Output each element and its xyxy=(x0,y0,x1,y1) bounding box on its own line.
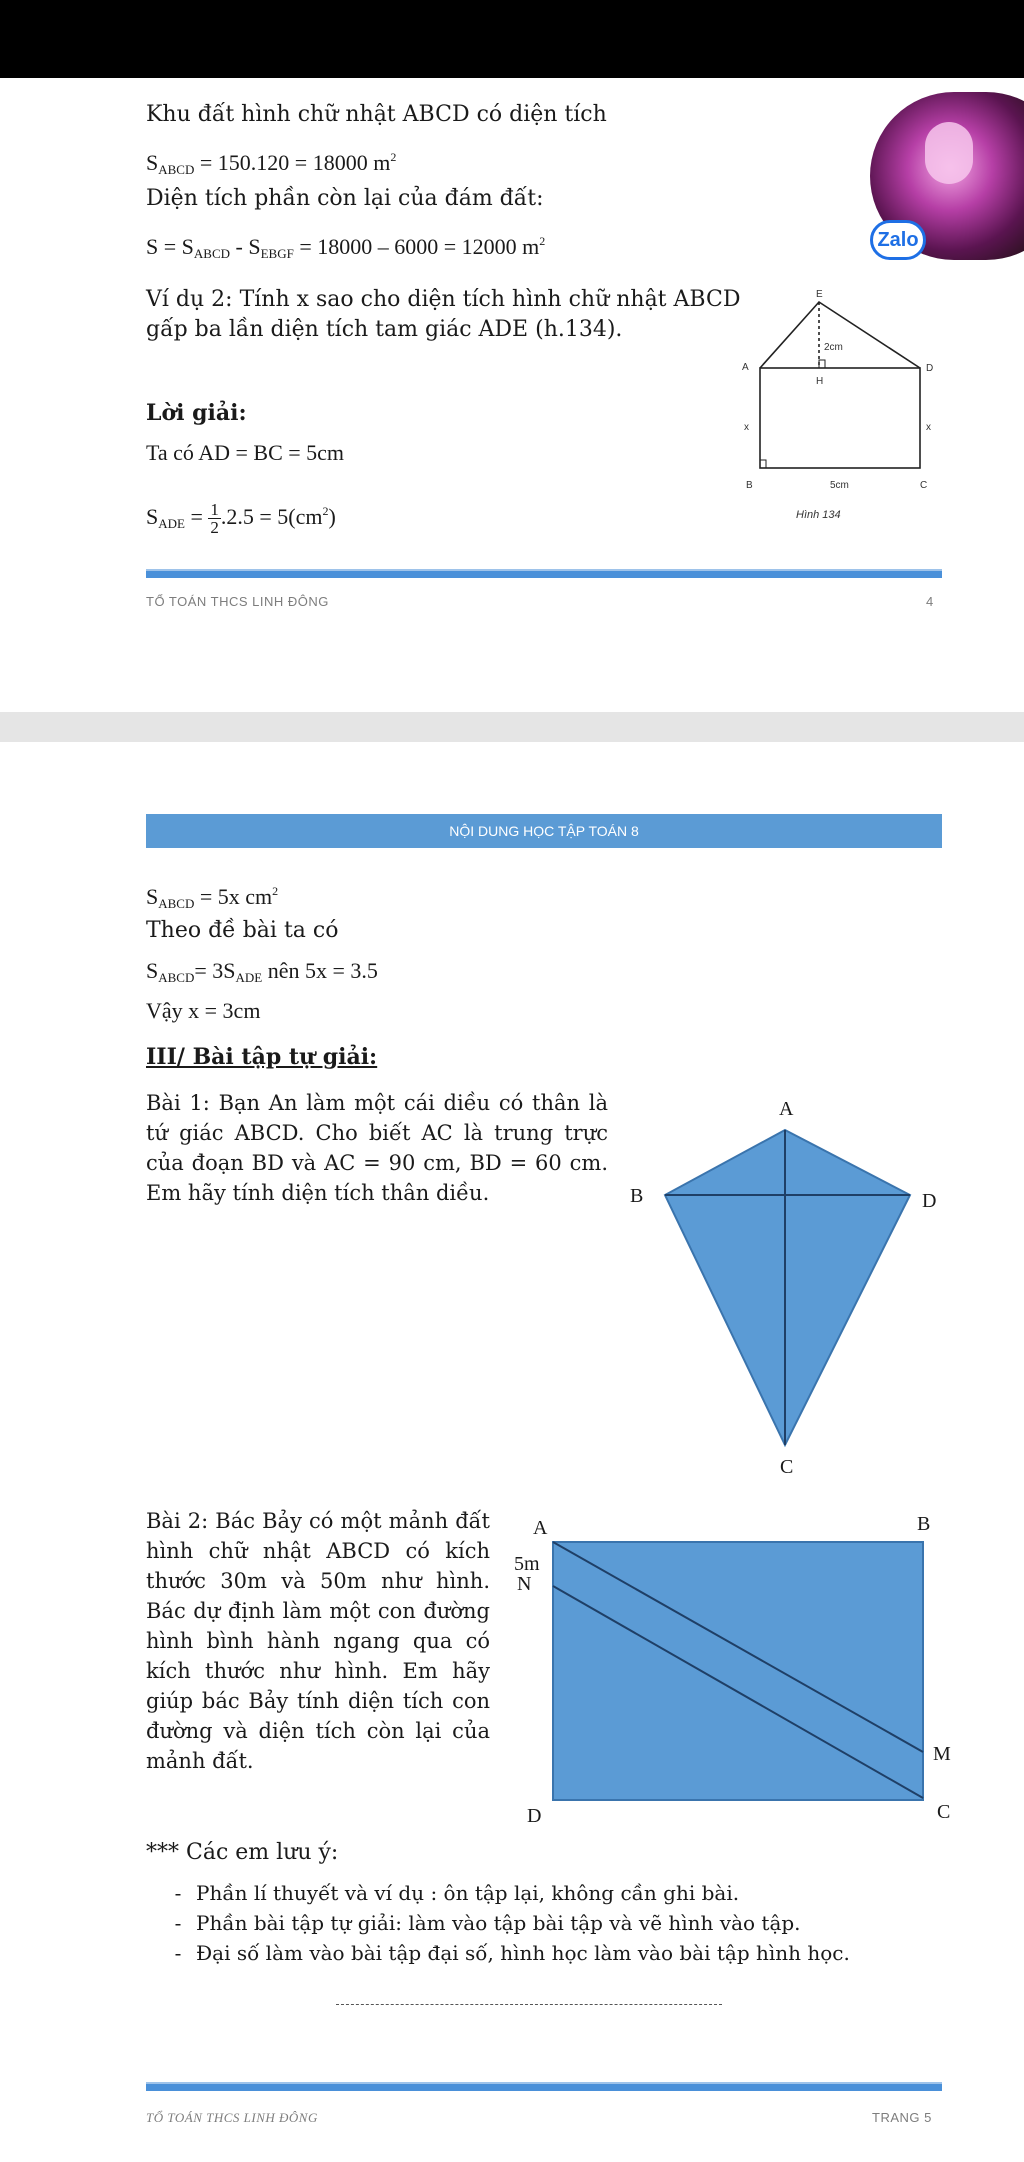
zalo-floating-widget[interactable] xyxy=(870,92,1024,260)
p2-line-vay: Vậy x = 3cm xyxy=(146,998,261,1023)
label-x-right: x xyxy=(926,422,931,433)
p2-line-sabcd: $S_{ABCD} = 5x$ $cm^2$ xyxy=(146,884,279,911)
right-angle-h xyxy=(819,360,825,368)
p1-solution-heading: Lời giải: xyxy=(146,400,247,426)
note-item: - Phần bài tập tự giải: làm vào tập bài tập và vẽ hình vào tập. xyxy=(160,1908,850,1938)
frac-num: 1 xyxy=(210,500,219,520)
sub-ebgf: EBGF xyxy=(260,246,294,261)
figure-134 xyxy=(730,288,960,528)
rect-label-m: M xyxy=(933,1743,951,1765)
kite-shape xyxy=(665,1130,910,1445)
frac-den: 2 xyxy=(210,518,219,538)
expr-s: S = S xyxy=(146,234,194,259)
p1-line-remaining: Diện tích phần còn lại của đám đất: xyxy=(146,186,544,211)
p1-line-remaining-calc xyxy=(146,226,545,269)
triangle-ade xyxy=(760,302,920,368)
sade-rest: .2.5 = 5(cm xyxy=(220,504,323,529)
rect-label-c: C xyxy=(937,1801,951,1823)
label-e: E xyxy=(816,289,823,300)
kite-label-d: D xyxy=(922,1190,937,1212)
p2-line-equation: $S_{ABCD}= 3S_{ADE}$ nên 5x = 3.5 xyxy=(146,958,378,985)
kite-label-b: B xyxy=(630,1185,644,1207)
sup-2: 2 xyxy=(390,150,397,164)
p2-footer-bar xyxy=(146,2082,942,2091)
sup-2d: 2 xyxy=(272,884,279,898)
p2-footer-left: TỔ TOÁN THCS LINH ĐÔNG xyxy=(146,2110,318,2125)
label-5cm: 5cm xyxy=(830,480,849,491)
kite-label-c: C xyxy=(780,1456,794,1478)
p2-dashed-separator xyxy=(336,2004,722,2005)
expr-minus: - S xyxy=(230,234,261,259)
p1-line-area-abcd: $S_{ABCD} = 150.120 = 18000$ $m^2$ xyxy=(146,150,397,177)
p1-footer-bar xyxy=(146,569,942,578)
label-a: A xyxy=(742,362,749,373)
sub-abcd-2: ABCD xyxy=(193,246,231,261)
p2-footer-page: TRANG 5 xyxy=(872,2110,932,2125)
p2-exercise-1: Bài 1: Bạn An làm một cái diều có thân là tứ giác ABCD. Cho biết AC là trung trực của đoạn BD và AC = 90 cm, BD = 60 cm. Em hãy tính diện tích thân diều. xyxy=(146,1091,608,1205)
label-d: D xyxy=(926,363,934,374)
land-figure xyxy=(505,1500,965,1860)
rect-label-b: B xyxy=(917,1513,931,1535)
rect-label-d: D xyxy=(527,1805,542,1827)
sub-abcd: ABCD xyxy=(158,162,195,177)
sub-ade: ADE xyxy=(158,516,185,531)
p1-footer-page: 4 xyxy=(926,594,934,609)
right-angle-b xyxy=(760,460,766,468)
area-value: = 150.120 = 18000 m xyxy=(194,150,391,175)
sub-ade-2: ADE xyxy=(235,970,263,985)
note-item: - Đại số làm vào bài tập đại số, hình học làm vào bài tập hình học. xyxy=(160,1938,850,1968)
p1-sade-formula: $S_{ADE}$ = $\frac{1}{2}$ $.2.5 = 5(cm^2)$ xyxy=(146,500,336,538)
p1-example-line1: Ví dụ 2: Tính x sao cho diện tích hình chữ nhật ABCD xyxy=(146,287,741,312)
kite-label-a: A xyxy=(779,1098,794,1120)
rectangle-abcd xyxy=(760,368,920,468)
eq-rest: nên 5x = 3.5 xyxy=(262,958,378,983)
p1-example-line2: gấp ba lần diện tích tam giác ADE (h.134). xyxy=(146,317,623,342)
mascot-icon xyxy=(925,122,973,184)
label-2cm: 2cm xyxy=(824,342,843,353)
rect-label-n: N xyxy=(517,1573,532,1595)
rect-label-5m: 5m xyxy=(514,1553,540,1575)
figure-caption: Hình 134 xyxy=(796,509,841,521)
label-c: C xyxy=(920,480,928,491)
p2-exercise-2: Bài 2: Bác Bảy có một mảnh đất hình chữ nhật ABCD có kích thước 30m và 50m như hình. Bác dự định làm một con đường hình bình hành ngang qua có kích thước như hình. Em hãy giúp bác Bảy tính diện tích con đường và diện tích còn lại của mảnh đất. xyxy=(146,1509,490,1773)
p2-note-heading: *** Các em lưu ý: xyxy=(146,1840,339,1865)
expr-result: = 18000 – 6000 = 12000 m xyxy=(293,234,540,259)
label-b: B xyxy=(746,480,753,491)
label-x-left: x xyxy=(744,422,749,433)
p2-header-band: NỘI DUNG HỌC TẬP TOÁN 8 xyxy=(146,814,942,848)
eq-mid: = 3S xyxy=(194,958,236,983)
top-black-bar xyxy=(0,0,1024,78)
fraction-half xyxy=(208,501,221,536)
zalo-button[interactable]: Zalo xyxy=(870,220,926,260)
p2-section-heading: III/ Bài tập tự giải: xyxy=(146,1044,378,1070)
sabcd-expr: = 5x cm xyxy=(194,884,273,909)
sup-2c: 2 xyxy=(322,504,329,518)
label-h: H xyxy=(816,376,824,387)
sub-abcd-4: ABCD xyxy=(158,970,195,985)
p2-line-theo-de: Theo đề bài ta có xyxy=(146,918,339,943)
page-separator xyxy=(0,712,1024,742)
p1-line-area-intro: Khu đất hình chữ nhật ABCD có diện tích xyxy=(146,102,607,127)
sade-close: ) xyxy=(328,504,336,529)
sub-abcd-3: ABCD xyxy=(158,896,195,911)
rect-label-a: A xyxy=(533,1517,548,1539)
p1-footer-left: TỔ TOÁN THCS LINH ĐÔNG xyxy=(146,594,329,609)
p1-solution-line1: Ta có AD = BC = 5cm xyxy=(146,440,345,465)
p2-notes-list xyxy=(160,1878,850,1968)
note-item: - Phần lí thuyết và ví dụ : ôn tập lại, không cần ghi bài. xyxy=(160,1878,850,1908)
sup-2b: 2 xyxy=(539,234,546,248)
kite-figure xyxy=(620,1095,960,1485)
land-rectangle xyxy=(553,1542,923,1800)
